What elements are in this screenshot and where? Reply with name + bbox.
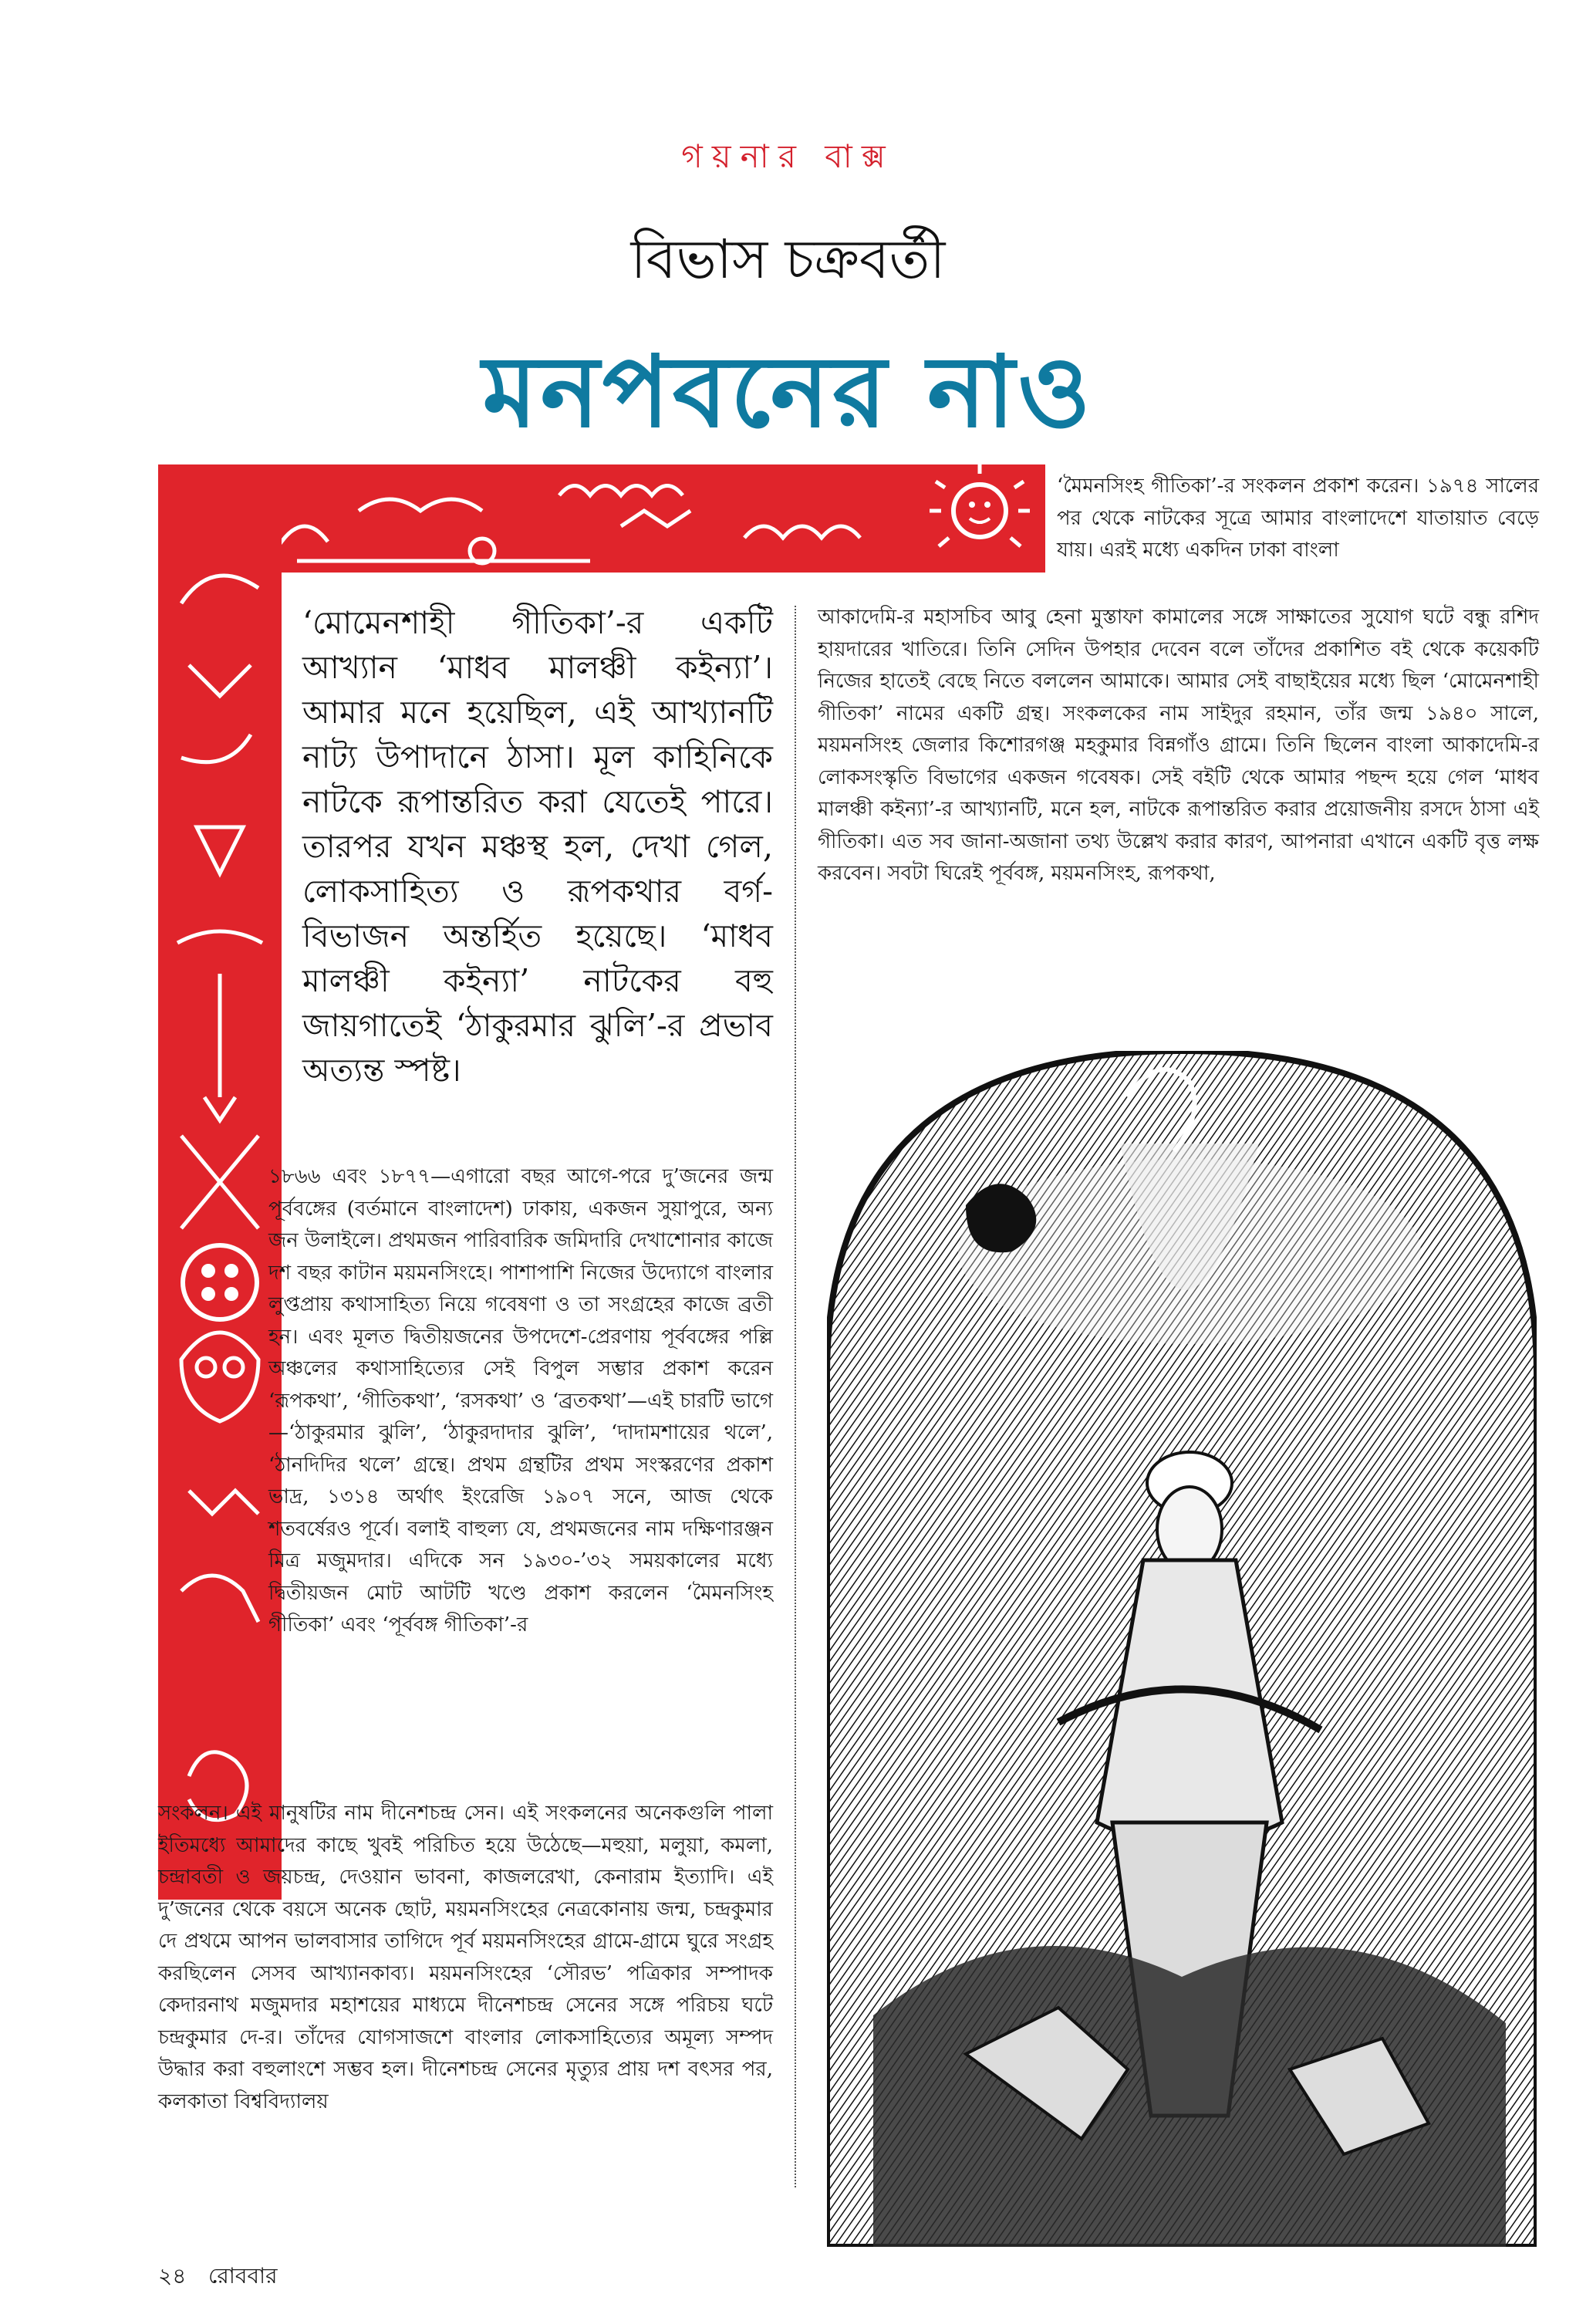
page-number: ২৪ [158, 2263, 187, 2289]
engraved-illustration-image [827, 1051, 1537, 2247]
pull-quote: ‘মোমেনশাহী গীতিকা’-র একটি আখ্যান ‘মাধব মালঞ্চী কইন্যা’। আমার মনে হয়েছিল, এই আখ্যানটি নাট্য উপাদানে ঠাসা। মূল কাহিনিকে নাটকে রূপান্তরিত করা যেতেই পারে। তারপর যখন মঞ্চস্থ হল, দেখা গেল, লোকসাহিত্য ও রূপকথার বর্গ-বিভাজন অন্তর্হিত হয়েছে। ‘মাধব মালঞ্চী কইন্যা’ নাটকের বহু জায়গাতেই ‘ঠাকুরমার ঝুলি’-র প্রভাব অত্যন্ত স্পষ্ট। [302, 604, 773, 1089]
body-text-right-column: আকাদেমি-র মহাসচিব আবু হেনা মুস্তাফা কামালের সঙ্গে সাক্ষাতের সুযোগ ঘটে বন্ধু রশিদ হায়দারের খাতিরে। তিনি সেদিন উপহার দেবেন বলে তাঁদের প্রকাশিত বই থেকে কয়েকটি নিজের হাতেই বেছে নিতে বললেন আমাকে। আমার সেই বাছাইয়ের মধ্যে ছিল ‘মোমেনশাহী গীতিকা’ নামের একটি গ্রন্থ। সংকলকের নাম সাইদুর রহমান, তাঁর জন্ম ১৯৪০ সালে, ময়মনসিংহ জেলার কিশোরগঞ্জ মহকুমার বিন্নগাঁও গ্রামে। তিনি ছিলেন বাংলা আকাদেমি-র লোকসংস্কৃতি বিভাগের একজন গবেষক। সেই বইটি থেকে আমার পছন্দ হয়ে গেল ‘মাধব মালঞ্চী কইন্যা’-র আখ্যানটি, মনে হল, নাটকে রূপান্তরিত করার প্রয়োজনীয় রসদে ঠাসা এই গীতিকা। এত সব জানা-অজানা তথ্য উল্লেখ করার কারণ, আপনারা এখানে একটি বৃত্ত লক্ষ করবেন। সবটা ঘিরেই পূর্ববঙ্গ, ময়মনসিংহ, রূপকথা, [818, 606, 1539, 885]
article-title: মনপবনের নাও [482, 334, 1094, 450]
decorative-border-left [158, 464, 282, 1900]
body-text-right-top: ‘মৈমনসিংহ গীতিকা’-র সংকলন প্রকাশ করেন। ১৯৭৪ সালের পর থেকে নাটকের সূত্রে আমার বাংলাদেশে যাতায়াত বেড়ে যায়। এরই মধ্যে একদিন ঢাকা বাংলা [1057, 475, 1539, 562]
folk-art-motifs-icon [158, 464, 282, 1900]
column-divider [795, 606, 796, 2187]
author-name: বিভাস চক্রবর্তী [630, 228, 946, 291]
decorative-border-top [158, 464, 1045, 573]
rosette-icon [183, 1245, 257, 1319]
section-label: গয়নার বাক্স [681, 137, 895, 175]
body-text-bottom-column: সংকলন। এই মানুষটির নাম দীনেশচন্দ্র সেন। এই সংকলনের অনেকগুলি পালা ইতিমধ্যে আমাদের কাছে খুবই পরিচিত হয়ে উঠেছে—মহুয়া, মলুয়া, কমলা, চন্দ্রাবতী ও জয়চন্দ্র, দেওয়ান ভাবনা, কাজলরেখা, কেনারাম ইত্যাদি। এই দু’জনের থেকে বয়সে অনেক ছোট, ময়মনসিংহের নেত্রকোনায় জন্ম, চন্দ্রকুমার দে প্রথমে আপন ভালবাসার তাগিদে পূর্ব ময়মনসিংহের গ্রামে-গ্রামে ঘুরে সংগ্রহ করছিলেন সেসব আখ্যানকাব্য। ময়মনসিংহের ‘সৌরভ’ পত্রিকার সম্পাদক কেদারনাথ মজুমদার মহাশয়ের মাধ্যমে দীনেশচন্দ্র সেনের সঙ্গে পরিচয় ঘটে চন্দ্রকুমার দে-র। তাঁদের যোগসাজশে বাংলার লোকসাহিত্যের অমূল্য সম্পদ উদ্ধার করা বহুলাংশে সম্ভব হল। দীনেশচন্দ্র সেনের মৃত্যুর প্রায় দশ বৎসর পর, কলকাতা বিশ্ববিদ্যালয় [158, 1802, 773, 2113]
magazine-name: রোববার [208, 2263, 278, 2289]
folk-art-clouds-icon [158, 464, 1045, 573]
sun-icon [930, 464, 1030, 546]
body-text-left-column: ১৮৬৬ এবং ১৮৭৭—এগারো বছর আগে-পরে দু’জনের জন্ম পূর্ববঙ্গের (বর্তমানে বাংলাদেশ) ঢাকায়, একজন সুয়াপুরে, অন্য জন উলাইলে। প্রথমজন পারিবারিক জমিদারি দেখাশোনার কাজে দশ বছর কাটান ময়মনসিংহে। পাশাপাশি নিজের উদ্যোগে বাংলার লুপ্তপ্রায় কথাসাহিত্য নিয়ে গবেষণা ও তা সংগ্রহের কাজে ব্রতী হন। এবং মূলত দ্বিতীয়জনের উপদেশে-প্রেরণায় পূর্ববঙ্গের পল্লি অঞ্চলের কথাসাহিত্যের সেই বিপুল সম্ভার প্রকাশ করেন ‘রূপকথা’, ‘গীতিকথা’, ‘রসকথা’ ও ‘ব্রতকথা’—এই চারটি ভাগে—‘ঠাকুরমার ঝুলি’, ‘ঠাকুরদাদার ঝুলি’, ‘দাদামশায়ের থলে’, ‘ঠানদিদির থলে’ গ্রন্থে। প্রথম গ্রন্থটির প্রথম সংস্করণের প্রকাশ ভাদ্র, ১৩১৪ অর্থাৎ ইংরেজি ১৯০৭ সনে, আজ থেকে শতবর্ষেরও পূর্বে। বলাই বাহুল্য যে, প্রথমজনের নাম দক্ষিণারঞ্জন মিত্র মজুমদার। এদিকে সন ১৯৩০-’৩২ সময়কালের মধ্যে দ্বিতীয়জন মোট আটটি খণ্ডে প্রকাশ করলেন ‘মৈমনসিংহ গীতিকা’ এবং ‘পূর্ববঙ্গ গীতিকা’-র [268, 1165, 773, 1637]
